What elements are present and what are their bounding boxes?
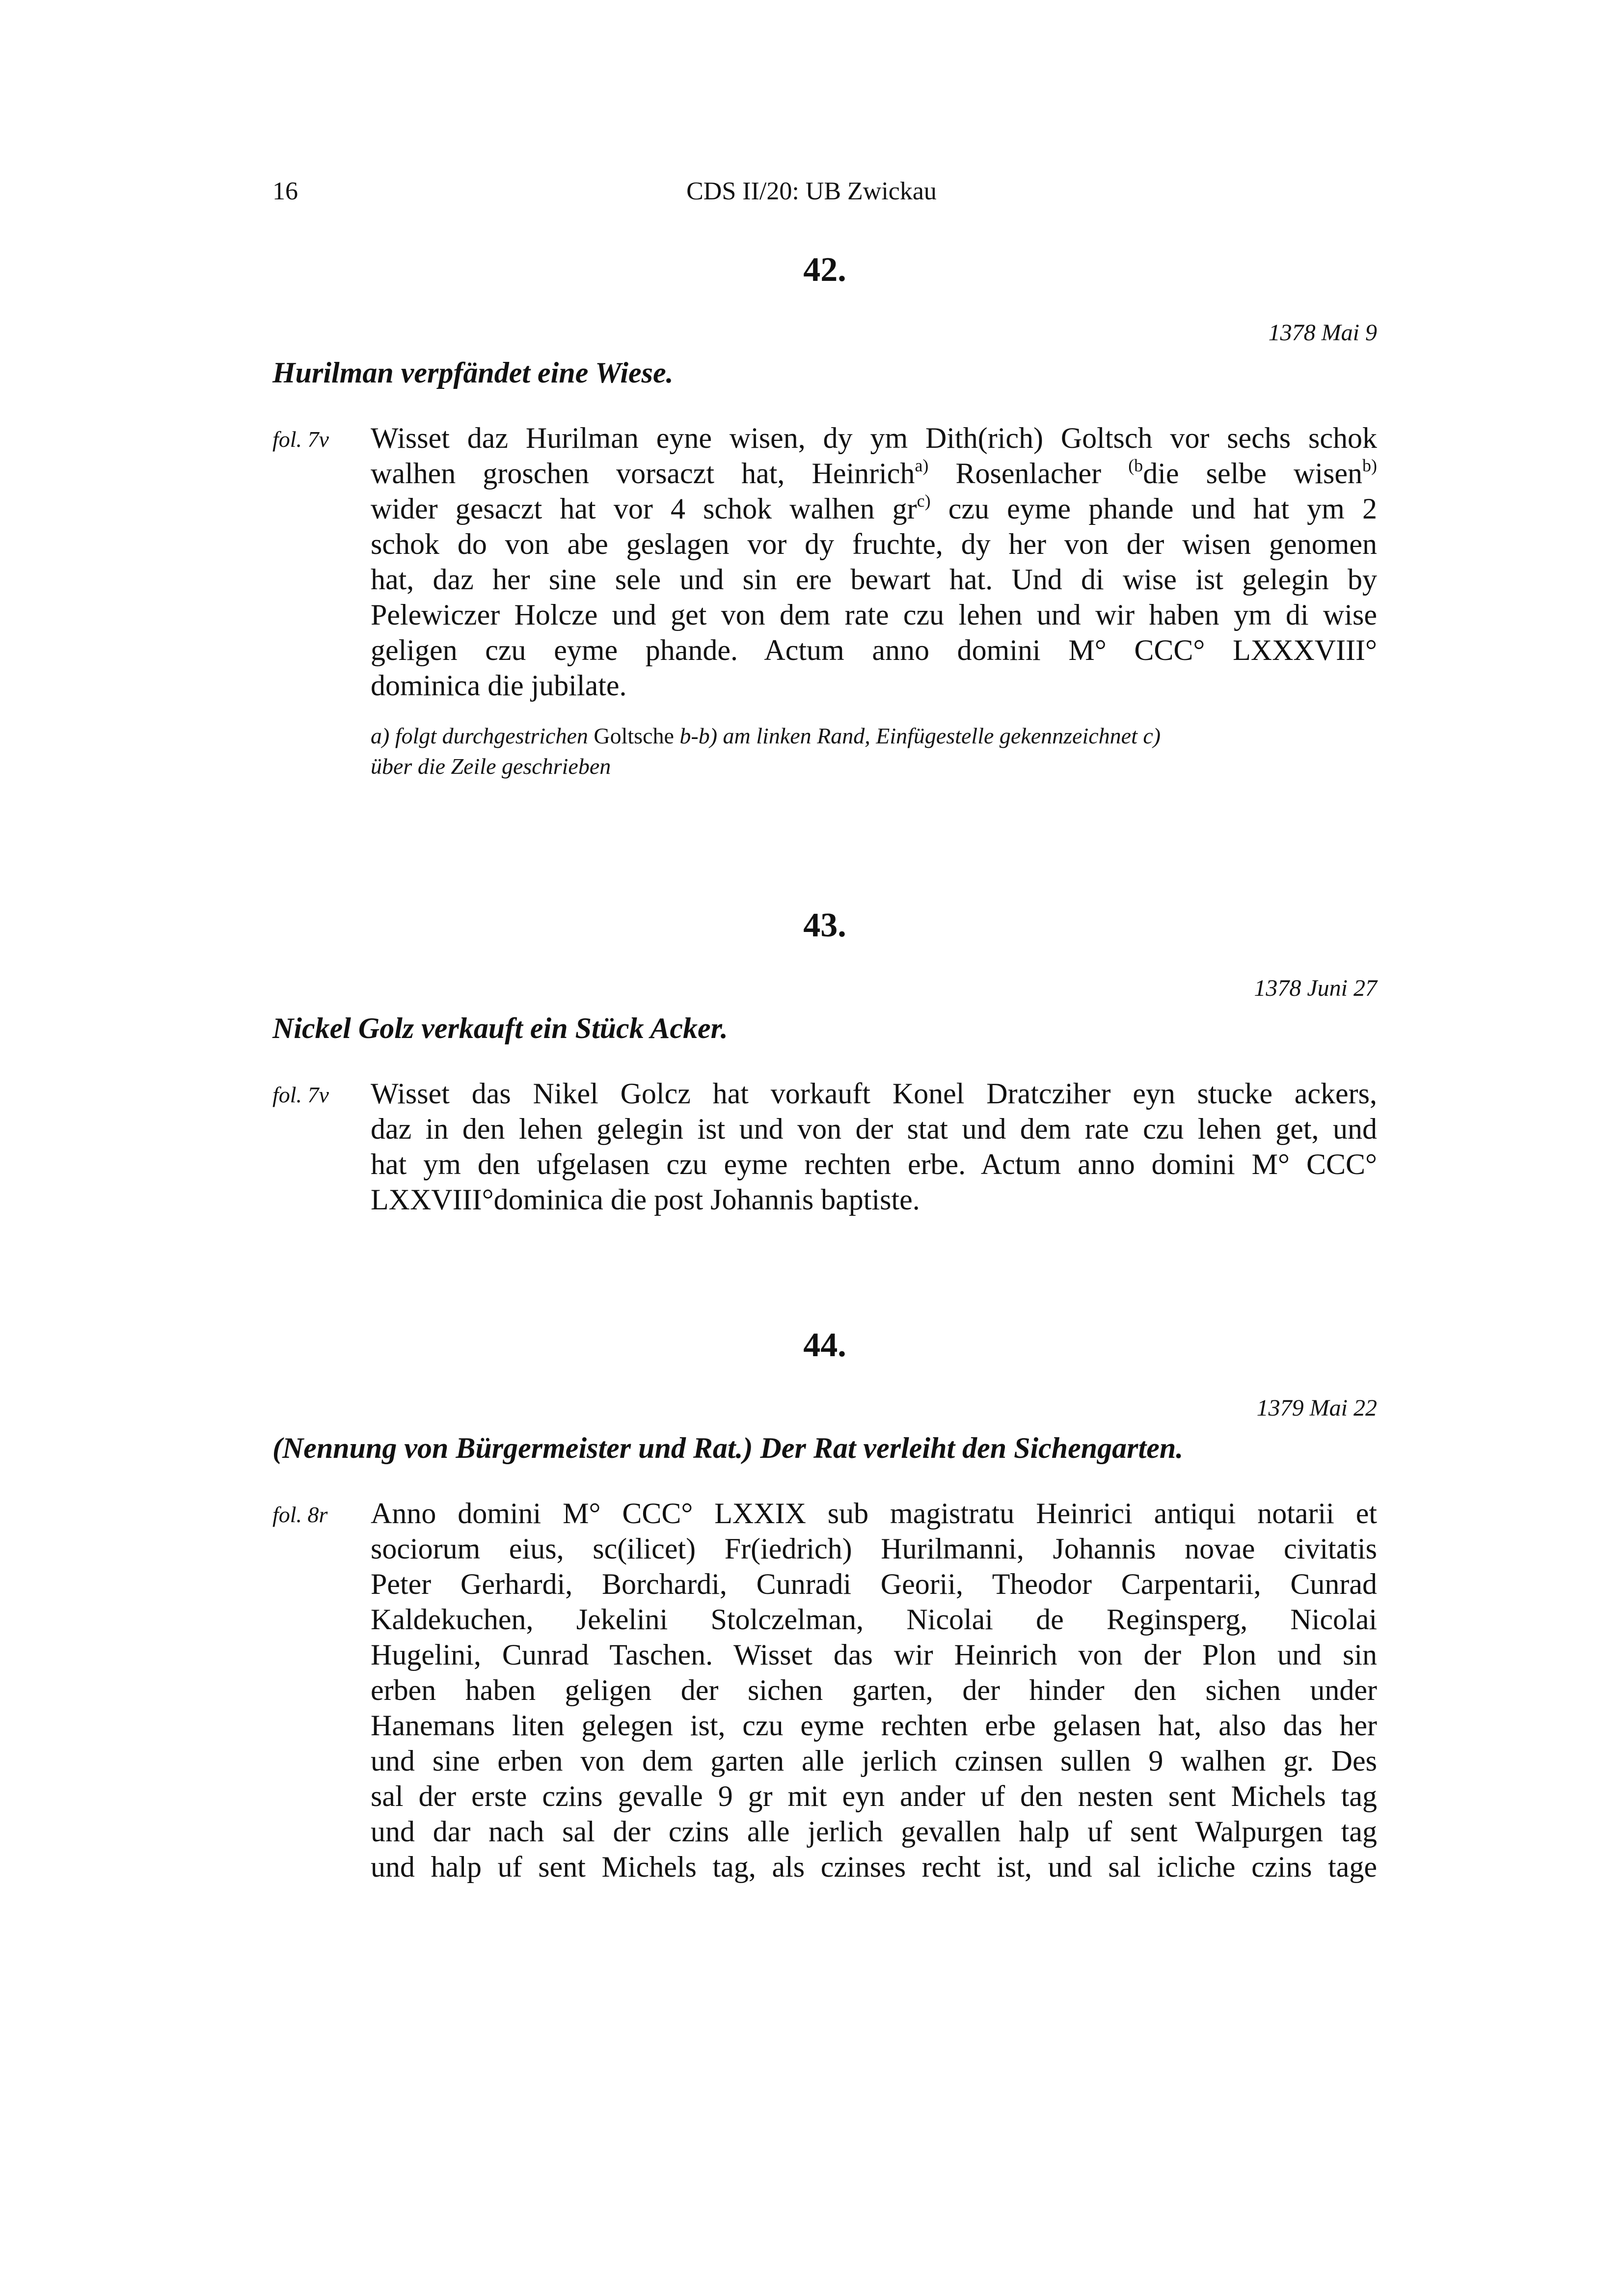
entry-body — [272, 420, 1377, 782]
entry-date: 1378 Juni 27 — [1254, 975, 1377, 1001]
text-line: hat ym den ufgelasen czu eyme rechten erbe. Actum anno domini M° CCC° — [371, 1148, 1377, 1180]
text-line: Kaldekuchen, Jekelini Stolczelman, Nicolai de Reginsperg, Nicolai — [371, 1603, 1377, 1636]
footnote-mark: b) — [1362, 456, 1377, 475]
entry-number: 43. — [803, 906, 846, 944]
text-line: daz in den lehen gelegin ist und von der stat und dem rate czu lehen get, und — [371, 1113, 1377, 1145]
text-line: und dar nach sal der czins alle jerlich gevallen halp uf sent Walpurgen tag — [371, 1815, 1377, 1848]
text-line: Peter Gerhardi, Borchardi, Cunradi Georii, Theodor Carpentarii, Cunrad — [371, 1568, 1377, 1600]
text-line: walhen groschen vorsaczt hat, Heinrich$^{a)}$ Rosenlacher $^{(b}$die selbe wisen$^{b)}$ — [371, 456, 1377, 490]
folio-reference: fol. 7v — [272, 1082, 329, 1107]
entry-heading: (Nennung von Bürgermeister und Rat.) Der Rat verleiht den Sichengarten. — [272, 1432, 1184, 1464]
text-line: Hanemans liten gelegen ist, czu eyme rechten erbe gelasen hat, also das her — [371, 1709, 1377, 1742]
text-line: LXXVIII°dominica die post Johannis baptiste. — [371, 1183, 920, 1216]
text-line: dominica die jubilate. — [371, 669, 627, 702]
text-line: Anno domini M° CCC° LXXIX sub magistratu Heinrici antiqui notarii et — [371, 1497, 1377, 1530]
text-line: geligen czu eyme phande. Actum anno domini M° CCC° LXXXVIII° — [371, 634, 1377, 666]
entry-number: 42. — [803, 251, 846, 289]
entry-number: 44. — [803, 1326, 846, 1364]
entry-44 — [272, 1326, 1377, 1885]
entry-body — [272, 1496, 1377, 1885]
text-line: sal der erste czins gevalle 9 gr mit eyn ander uf den nesten sent Michels tag — [371, 1780, 1377, 1812]
footnote-mark: (b — [1128, 456, 1143, 475]
text-line: Wisset daz Hurilman eyne wisen, dy ym Dith(rich) Goltsch vor sechs schok — [371, 422, 1377, 454]
folio-reference: fol. 7v — [272, 427, 329, 452]
entry-43 — [272, 906, 1377, 1217]
text-line: sociorum eius, sc(ilicet) Fr(iedrich) Hurilmanni, Johannis novae civitatis — [371, 1532, 1377, 1565]
entry-body — [272, 1076, 1377, 1217]
text-line: und halp uf sent Michels tag, als czinses recht ist, und sal icliche czins tage — [371, 1851, 1377, 1883]
entry-text — [371, 1496, 1377, 1885]
text-line: und sine erben von dem garten alle jerlich czinsen sullen 9 walhen gr. Des — [371, 1745, 1377, 1777]
entry-heading: Nickel Golz verkauft ein Stück Acker. — [272, 1012, 728, 1044]
page-number: 16 — [272, 177, 298, 205]
entry-date: 1379 Mai 22 — [1256, 1395, 1377, 1421]
text-line: Wisset das Nikel Golcz hat vorkauft Konel Dratcziher eyn stucke ackers, — [371, 1077, 1377, 1110]
entry-text — [371, 1076, 1377, 1217]
text-line: Hugelini, Cunrad Taschen. Wisset das wir Heinrich von der Plon und sin — [371, 1639, 1377, 1671]
text-line: schok do von abe geslagen vor dy fruchte, dy her von der wisen genomen — [371, 528, 1377, 560]
running-title: CDS II/20: UB Zwickau — [686, 177, 937, 205]
entry-date: 1378 Mai 9 — [1268, 320, 1377, 346]
entry-text — [371, 420, 1377, 703]
footnote-mark: a) — [915, 456, 929, 475]
entry-heading: Hurilman verpfändet eine Wiese. — [272, 356, 674, 389]
footnotes: a) folgt durchgestrichen Goltsche b-b) am linken Rand, Einfügestelle gekennzeichnet c) über die Zeile geschrieben — [371, 723, 1161, 779]
entry-42 — [272, 250, 1377, 782]
text-line: Pelewiczer Holcze und get von dem rate czu lehen und wir haben ym di wise — [371, 599, 1377, 631]
text-line: erben haben geligen der sichen garten, der hinder den sichen under — [371, 1674, 1377, 1706]
text-line: hat, daz her sine sele und sin ere bewart hat. Und di wise ist gelegin by — [371, 563, 1377, 596]
folio-reference: fol. 8r — [272, 1502, 328, 1527]
text-line: wider gesaczt hat vor 4 schok walhen $gr^{c)}$ czu eyme phande und hat ym 2 — [371, 491, 1377, 525]
footnote-mark: c) — [917, 491, 931, 511]
